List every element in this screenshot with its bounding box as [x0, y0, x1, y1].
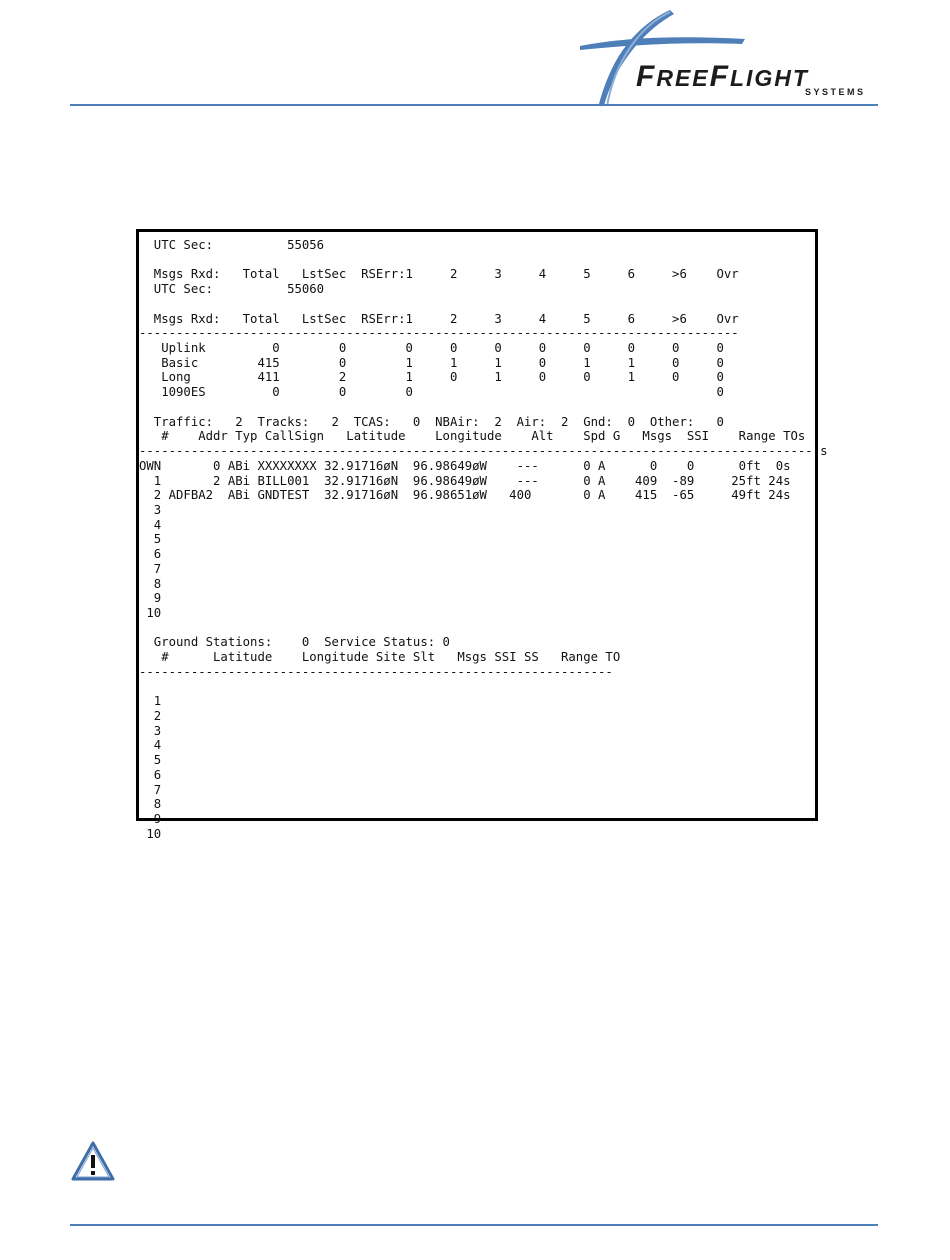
terminal-line: Basic 415 0 1 1 1 0 1 1 0 0 [139, 355, 724, 370]
terminal-line: 4 [139, 517, 162, 532]
terminal-line: UTC Sec: 55056 [139, 238, 325, 252]
terminal-line: 8 [139, 576, 162, 591]
terminal-line: --------------------------------------------------------------------------------- [139, 326, 739, 341]
footer-rule [70, 1224, 878, 1226]
terminal-line: 3 [139, 723, 162, 738]
header-rule [70, 104, 878, 106]
terminal-line: 2 ADFBA2 ABi GNDTEST 32.91716øN 96.98651øW 400 0 A 415 -65 49ft 24s [139, 488, 791, 503]
terminal-line: 2 [139, 709, 162, 723]
terminal-line: Long 411 2 1 0 1 0 0 1 0 0 [139, 370, 724, 385]
terminal-line: 4 [139, 738, 162, 753]
terminal-line: 6 [139, 767, 162, 782]
terminal-line: OWN 0 ABi XXXXXXXX 32.91716øN 96.98649øW --- 0 A 0 0 0ft 0s [139, 458, 791, 473]
terminal-line: Uplink 0 0 0 0 0 0 0 0 0 0 [139, 341, 724, 356]
terminal-line: 7 [139, 782, 162, 797]
terminal-screen [136, 229, 828, 841]
terminal-line: 5 [139, 532, 162, 547]
terminal-line: Traffic: 2 Tracks: 2 TCAS: 0 NBAir: 2 Air: 2 Gnd: 0 Other: 0 [139, 414, 724, 429]
terminal-line: 10 [139, 826, 162, 841]
terminal-line: 8 [139, 797, 162, 812]
terminal-line: Msgs Rxd: Total LstSec RSErr:1 2 3 4 5 6 >6 Ovr [139, 267, 739, 282]
terminal-line: 1090ES 0 0 0 0 [139, 385, 724, 400]
terminal-line: 1 2 ABi BILL001 32.91716øN 96.98649øW --- 0 A 409 -89 25ft 24s [139, 473, 791, 488]
terminal-line: 3 [139, 502, 162, 517]
logo-wordmark: FREEFLIGHT [636, 60, 809, 93]
terminal-line: --------------------------------------------------------------------------------------------s [139, 444, 828, 459]
terminal-line: # Addr Typ CallSign Latitude Longitude Alt Spd G Msgs SSI Range TOs [139, 429, 806, 444]
terminal-line: 9 [139, 812, 162, 827]
terminal-line: 7 [139, 561, 162, 576]
terminal-line: 5 [139, 753, 162, 768]
terminal-line: UTC Sec: 55060 [139, 282, 325, 297]
terminal-line: 1 [139, 694, 162, 709]
warning-triangle-icon [70, 1140, 116, 1182]
terminal-text [139, 238, 828, 841]
terminal-line: # Latitude Longitude Site Slt Msgs SSI SS Range TO [139, 650, 621, 665]
logo-subtitle: SYSTEMS [805, 87, 866, 97]
terminal-line: 9 [139, 591, 162, 606]
terminal-line: Msgs Rxd: Total LstSec RSErr:1 2 3 4 5 6 >6 Ovr [139, 311, 739, 326]
terminal-line: Ground Stations: 0 Service Status: 0 [139, 635, 450, 650]
terminal-line: 6 [139, 547, 162, 562]
terminal-line: ---------------------------------------------------------------- [139, 664, 613, 679]
terminal-line: 10 [139, 605, 162, 620]
